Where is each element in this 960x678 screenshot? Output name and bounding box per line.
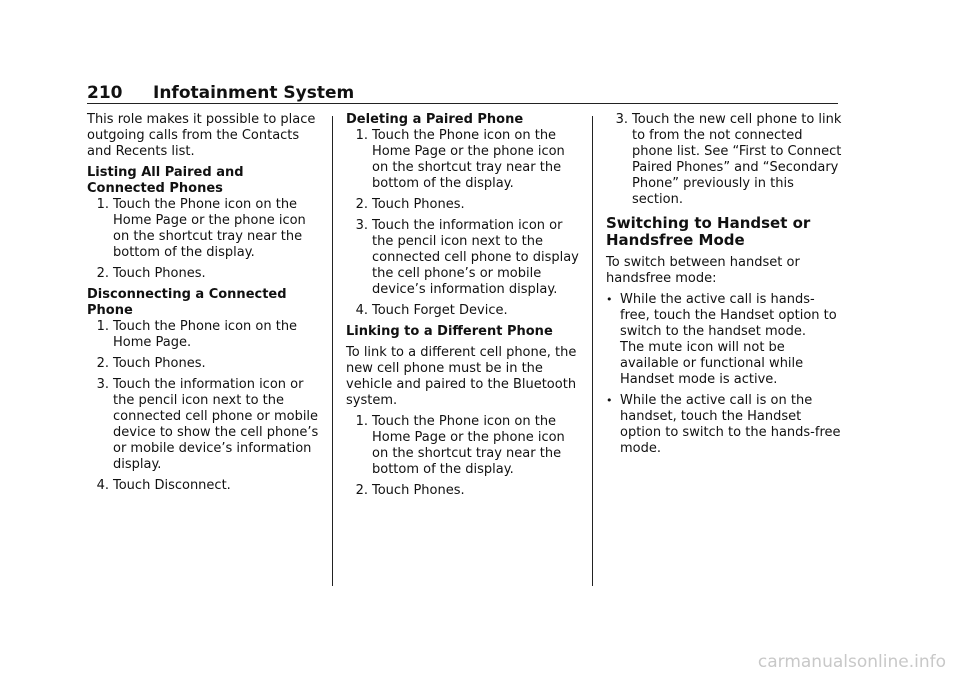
list-item: 1. Touch the Phone icon on the Home Page or the phone icon on the shortcut tray near the bottom of the display. (355, 414, 565, 477)
list-item: 1. Touch the Phone icon on the Home Page or the phone icon on the shortcut tray near the bottom of the display. (355, 128, 565, 191)
column-2 (346, 112, 582, 504)
column-3 (606, 112, 842, 462)
list-item: 1. Touch the Phone icon on the Home Page. (96, 319, 298, 350)
page-number: 210 (87, 83, 123, 103)
switching-bullets (606, 292, 842, 457)
header-divider (87, 103, 838, 104)
column-1 (87, 112, 325, 499)
list-item: 2. Touch Phones. (96, 356, 206, 371)
list-item: 3. Touch the information icon or the pencil icon next to the connected cell phone to display the cell phone’s or mobile device’s information display. (355, 218, 579, 297)
bullet-icon: • (606, 394, 613, 407)
intro-paragraph: This role makes it possible to place outgoing calls from the Contacts and Recents list. (87, 112, 316, 159)
listing-steps (87, 197, 325, 282)
heading-listing-phones: Listing All Paired and Connected Phones (87, 165, 244, 196)
bullet-note: The mute icon will not be available or functional while Handset mode is active. (620, 340, 804, 387)
linking-steps (346, 414, 582, 499)
list-item: 2. Touch Phones. (355, 197, 465, 212)
list-item: • While the active call is on the handset, touch the Handset option to switch to the hands-free mode. (606, 393, 841, 456)
list-item: 4. Touch Forget Device. (355, 303, 508, 318)
linking-intro: To link to a different cell phone, the new cell phone must be in the vehicle and paired to the Bluetooth system. (346, 345, 577, 408)
switching-intro: To switch between handset or handsfree mode: (606, 255, 800, 286)
page-header (87, 82, 838, 104)
list-item: 1. Touch the Phone icon on the Home Page or the phone icon on the shortcut tray near the bottom of the display. (96, 197, 306, 260)
heading-linking: Linking to a Different Phone (346, 324, 553, 339)
bullet-icon: • (606, 293, 613, 306)
disconnect-steps (87, 319, 325, 494)
list-item: 4. Touch Disconnect. (96, 478, 231, 493)
list-item: 3. Touch the information icon or the pencil icon next to the connected cell phone or mobile device to show the cell phone’s or mobile device’s information display. (96, 377, 319, 472)
heading-switching-mode: Switching to Handset or Handsfree Mode (606, 214, 811, 249)
list-item: 3. Touch the new cell phone to link to from the not connected phone list. See “First to Connect Paired Phones” and “Secondary Phone” previously in this section. (615, 112, 842, 207)
section-title: Infotainment System (153, 83, 355, 103)
list-item: 2. Touch Phones. (355, 483, 465, 498)
delete-steps (346, 128, 582, 319)
column-divider-2 (592, 116, 593, 586)
linking-steps-continued (606, 112, 842, 208)
column-divider-1 (332, 116, 333, 586)
list-item: 2. Touch Phones. (96, 266, 206, 281)
list-item: • While the active call is hands-free, touch the Handset option to switch to the handset mode. The mute icon will not be available or functional while Handset mode is active. (606, 292, 842, 388)
heading-disconnecting: Disconnecting a Connected Phone (87, 287, 287, 318)
heading-deleting: Deleting a Paired Phone (346, 112, 524, 127)
watermark: carmanualsonline.info (757, 652, 946, 672)
